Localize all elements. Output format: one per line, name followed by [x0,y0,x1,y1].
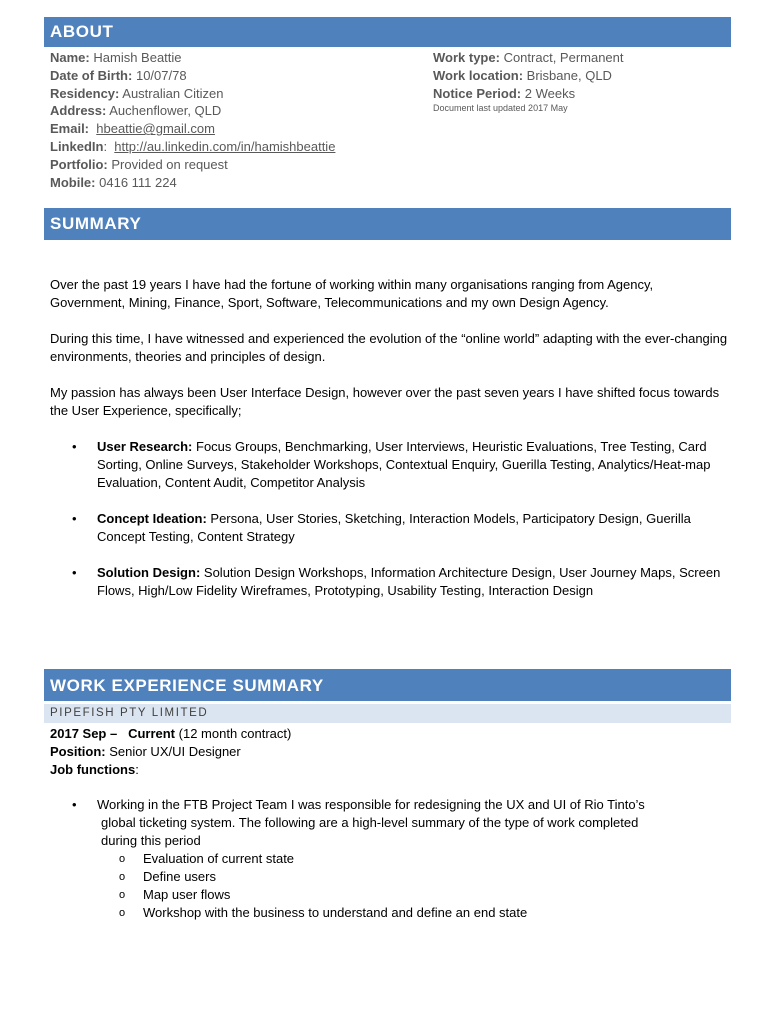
bullet-text: Focus Groups, Benchmarking, User Interviews, Heuristic Evaluations, Tree Testing, Card Sorting, Online Surveys, Stakeholder Workshops, Contextual Enquiry, Guerilla Testing, Analytics/Heat-map Evaluation, Content Audit, Competitor Analysis [97,439,711,490]
summary-paragraph-3: My passion has always been User Interface Design, however over the past seven years I have shifted focus towards the User Experience, specifically; [50,385,720,418]
bullet-dot: • [72,565,77,580]
job-functions-label: Job functions: [50,762,139,777]
about-heading-bar [44,17,731,47]
summary-paragraph-2: During this time, I have witnessed and experienced the evolution of the “online world” adapting with the ever-changing environments, theories and principles of design. [50,331,728,364]
dob-row: Date of Birth: 10/07/78 [50,67,187,83]
job-period: 2017 Sep – Current (12 month contract) [50,726,292,741]
name-value: Hamish Beattie [93,50,182,65]
bullet-title: Solution Design: [97,565,201,580]
job-function-line-1: Working in the FTB Project Team I was responsible for redesigning the UX and UI of Rio Tinto’s [97,797,645,812]
work-location-value: Brisbane, QLD [526,67,612,83]
bullet-dot: • [72,797,77,812]
work-heading: WORK EXPERIENCE SUMMARY [50,676,324,695]
job-function-line-3: during this period [101,833,201,848]
portfolio-value: Provided on request [111,156,228,172]
email-row: Email: hbeattie@gmail.com [50,121,215,137]
bullet-dot: • [72,511,77,526]
sub-item-text: Evaluation of current state [143,851,295,866]
about-heading: ABOUT [50,22,114,41]
sub-bullet-glyph: o [119,853,126,865]
summary-paragraph-1: Over the past 19 years I have had the fortune of working within many organisations ranging from Agency, Government, Mining, Finance, Sport, Software, Telecommunications and my own Design Agency. [50,277,654,310]
linkedin-link[interactable]: http://au.linkedin.com/in/hamishbeattie [114,138,336,154]
dob-value: 10/07/78 [135,67,187,83]
portfolio-row: Portfolio: Provided on request [50,156,228,172]
work-heading-bar [44,669,731,701]
document-updated-note: Document last updated 2017 May [433,103,568,114]
work-type-value: Contract, Permanent [503,50,624,65]
summary-heading-bar [44,208,731,240]
bullet-title: User Research: [97,439,193,454]
sub-bullet-glyph: o [119,871,126,883]
mobile-row: Mobile: 0416 111 224 [50,174,177,190]
about-left-column [50,49,420,191]
bullet-dot: • [72,439,77,454]
sub-item-text: Define users [143,869,216,884]
work-type-row: Work type: Contract, Permanent [433,50,624,65]
sub-bullet-glyph: o [119,907,126,919]
notice-period-value: 2 Weeks [524,85,576,101]
mobile-value: 0416 111 224 [99,174,177,190]
job-function-line-2: global ticketing system. The following are a high-level summary of the type of work completed [101,815,639,830]
sub-item-text: Workshop with the business to understand and define an end state [143,905,528,920]
name-row: Name: Hamish Beattie [50,50,182,65]
about-right-column [433,49,728,115]
company-name-bar: PIPEFISH PTY LIMITED [44,704,731,723]
residency-row: Residency: Australian Citizen [50,85,224,101]
notice-period-row: Notice Period: 2 Weeks [433,85,576,101]
work-location-row: Work location: Brisbane, QLD [433,67,612,83]
linkedin-row: LinkedIn: http://au.linkedin.com/in/hamishbeattie [50,138,336,154]
job-details [50,725,730,779]
bullet-text: Solution Design Workshops, Information Architecture Design, User Journey Maps, Screen Flows, High/Low Fidelity Wireframes, Prototyping, Usability Testing, Interaction Design [97,565,721,598]
email-link[interactable]: hbeattie@gmail.com [96,121,215,137]
bullet-title: Concept Ideation: [97,511,207,526]
sub-bullet-glyph: o [119,889,126,901]
residency-value: Australian Citizen [122,85,224,101]
address-row: Address: Auchenflower, QLD [50,103,222,119]
sub-item-text: Map user flows [143,887,231,902]
summary-heading: SUMMARY [50,214,142,233]
job-position: Position: Senior UX/UI Designer [50,744,241,759]
bullet-text: Persona, User Stories, Sketching, Interaction Models, Participatory Design, Guerilla Concept Testing, Content Strategy [97,511,691,544]
address-value: Auchenflower, QLD [109,103,222,119]
